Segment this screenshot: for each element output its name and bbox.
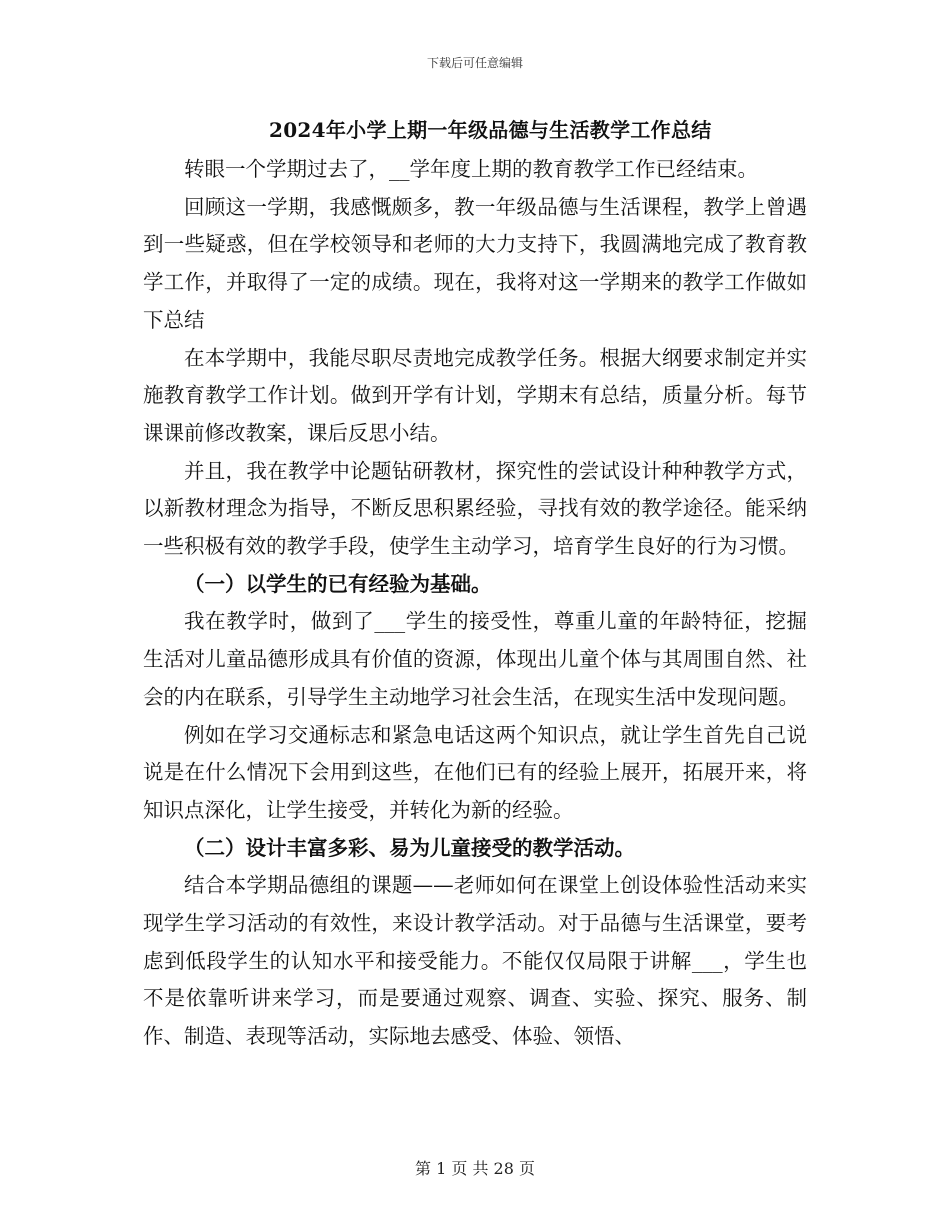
paragraph-example: 例如在学习交通标志和紧急电话这两个知识点，就让学生首先自己说说是在什么情况下会用到这些，在他们已有的经验上展开，拓展开来，将知识点深化，让学生接受，并转化为新的经验。 xyxy=(143,722,807,822)
section-heading-2: （二）设计丰富多彩、易为儿童接受的教学活动。 xyxy=(184,835,635,860)
paragraph-methods: 并且，我在教学中论题钻研教材，探究性的尝试设计种种教学方式，以新教材理念为指导，不断反思积累经验，寻找有效的教学途径。能采纳一些积极有效的教学手段，使学生主动学习，培育学生良好的行为习惯。 xyxy=(143,458,807,559)
paragraph-experience: 我在教学时，做到了___学生的接受性，尊重儿童的年龄特征，挖掘生活对儿童品德形成具有价值的资源，体现出儿童个体与其周围自然、社会的内在联系，引导学生主动地学习社会生活，在现实生活中发现问题。 xyxy=(143,609,807,709)
page-header-note: 下载后可任意编辑 xyxy=(426,56,523,70)
section-heading-1: （一）以学生的已有经验为基础。 xyxy=(184,571,492,596)
document-body xyxy=(143,112,807,1056)
page-footer-number: 第 1 页 共 28 页 xyxy=(415,1159,535,1178)
paragraph-duties: 在本学期中，我能尽职尽责地完成教学任务。根据大纲要求制定并实施教育教学工作计划。做到开学有计划，学期末有总结，质量分析。每节课课前修改教案，课后反思小结。 xyxy=(143,345,807,445)
document-title: 2024年小学上期一年级品德与生活教学工作总结 xyxy=(269,118,712,142)
paragraph-activities: 结合本学期品德组的课题——老师如何在课堂上创设体验性活动来实现学生学习活动的有效性，来设计教学活动。对于品德与生活课堂，要考虑到低段学生的认知水平和接受能力。不能仅仅局限于讲解___，学生也不是依靠听讲来学习，而是要通过观察、调查、实验、探究、服务、制作、制造、表现等活动，实际地去感受、体验、领悟、 xyxy=(143,873,807,1049)
paragraph-intro: 转眼一个学期过去了，__学年度上期的教育教学工作已经结束。 xyxy=(184,157,758,181)
paragraph-review: 回顾这一学期，我感慨颇多，教一年级品德与生活课程，教学上曾遇到一些疑惑，但在学校领导和老师的大力支持下，我圆满地完成了教育教学工作，并取得了一定的成绩。现在，我将对这一学期来的教学工作做如下总结 xyxy=(143,194,807,332)
